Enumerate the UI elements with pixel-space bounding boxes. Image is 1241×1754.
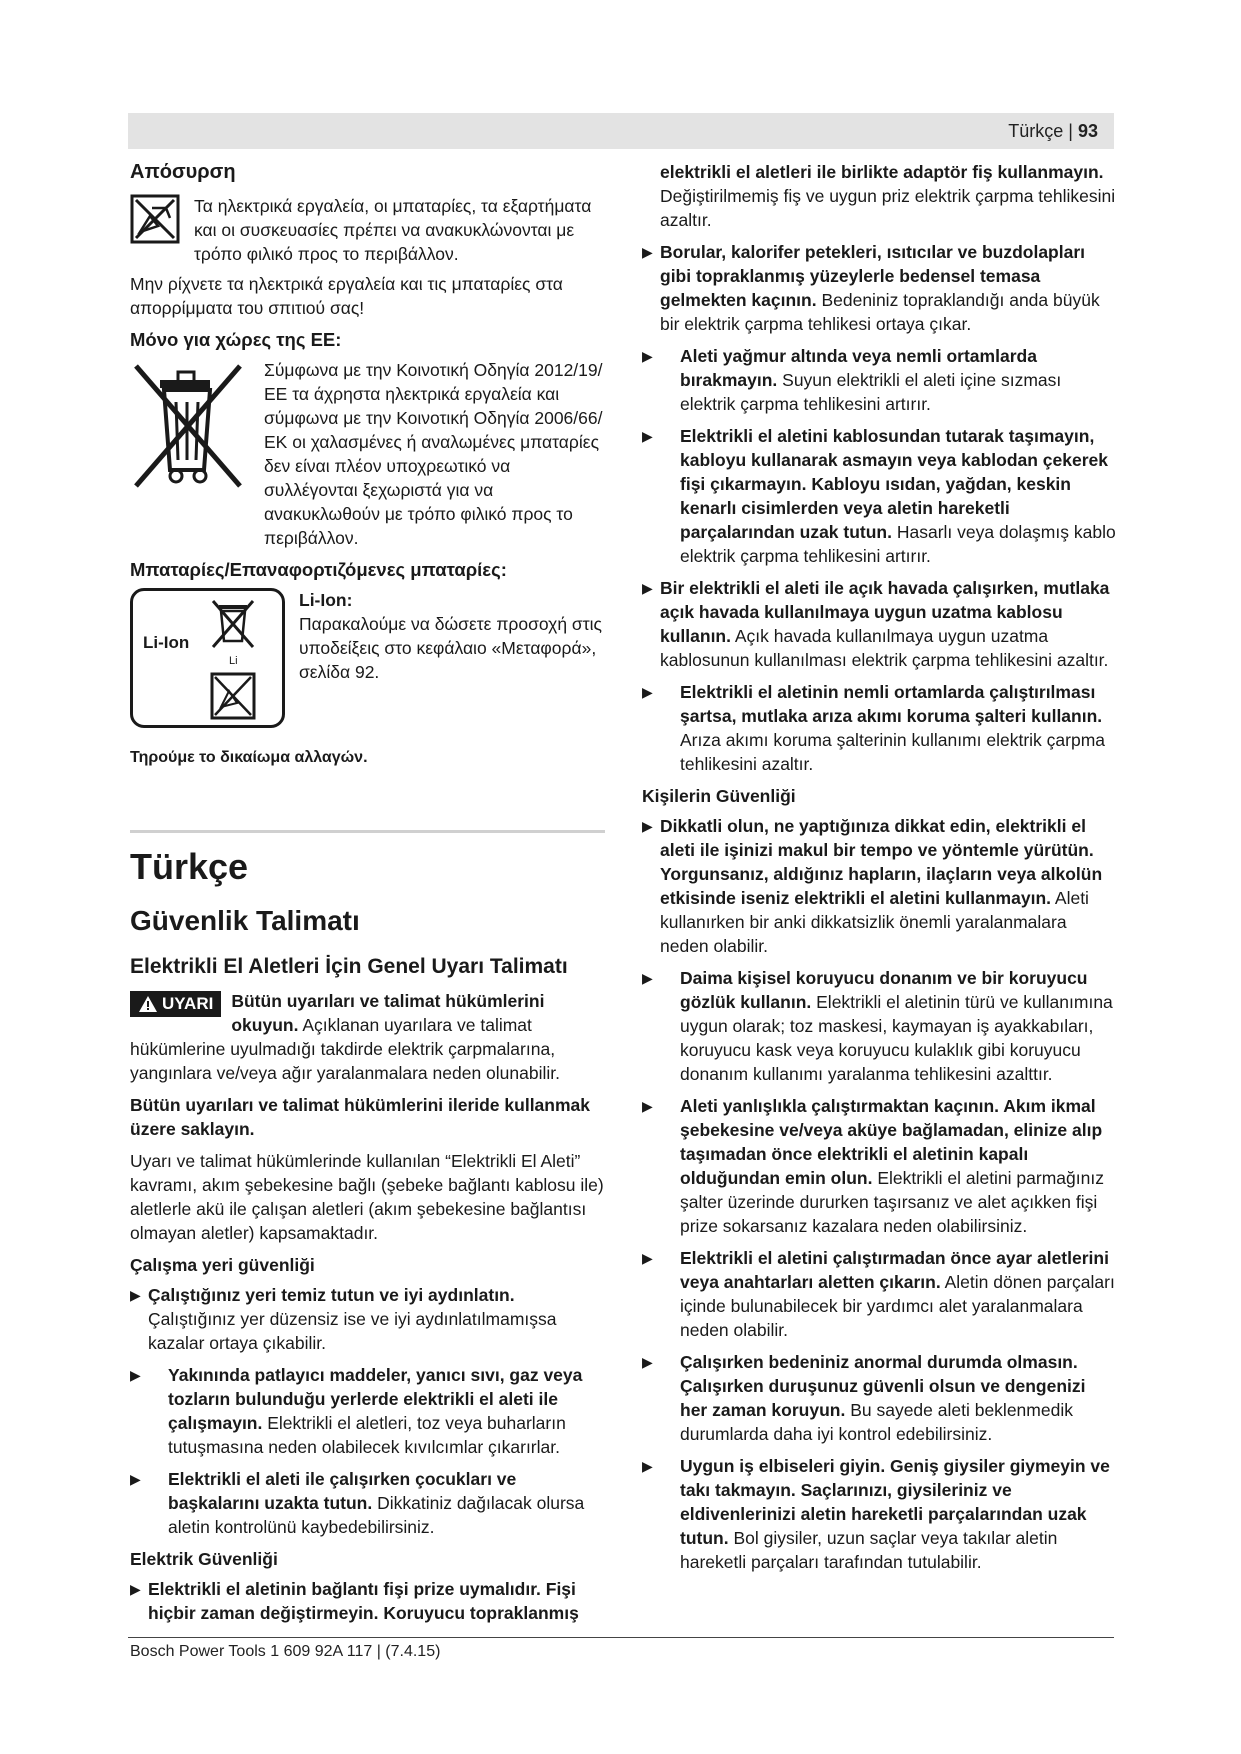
bullet-bold: Elektrikli el aletini çalıştırmadan önce ayar aletlerini veya anahtarları aletten çıkarın.: [680, 1248, 1109, 1292]
bullet-arrow-icon: ▶: [642, 580, 653, 596]
section-divider: [130, 830, 605, 833]
eu-only-title: Μόνο για χώρες της ΕΕ:: [130, 329, 342, 350]
bullet-bold: Çalışırken bedeniniz anormal durumda olmasın. Çalışırken duruşunuz güvenli olsun ve dengenizi her zaman koruyun.: [680, 1352, 1086, 1420]
bullet-arrow-icon: ▶: [642, 818, 653, 834]
bullet-bold: Elektrikli el aletinin nemli ortamlarda çalıştırılması şartsa, mutlaka arıza akımı koruma şalteri kullanın.: [680, 682, 1103, 726]
electrical-list: [642, 240, 1117, 776]
bullet-text: Bu sayede aleti beklenmedik durumlarda daha iyi kontrol edebilirsiniz.: [680, 1400, 1073, 1444]
page-header-text: Türkçe | 93: [1008, 121, 1098, 141]
bullet-bold: elektrikli el aletleri ile birlikte adaptör fiş kullanmayın.: [660, 162, 1104, 182]
work-area-title: Çalışma yeri güvenliği: [130, 1255, 315, 1275]
battery-title: Μπαταρίες/Επαναφορτιζόμενες μπαταρίες:: [130, 559, 507, 580]
bullet-text: Suyun elektrikli el aleti içine sızması elektrik çarpma tehlikesini artırır.: [680, 370, 1062, 414]
warning-block: [130, 989, 605, 1085]
list-item: [642, 1454, 1117, 1574]
list-item: [130, 1577, 605, 1625]
warning-badge-label: UYARI: [162, 994, 214, 1013]
personal-list: [642, 814, 1117, 1574]
left-column: [130, 160, 605, 1633]
list-item: [642, 424, 1117, 568]
warning-bold: Bütün uyarıları ve talimat hükümlerini okuyun.: [231, 991, 545, 1035]
bullet-bold: Dikkatli olun, ne yaptığınıza dikkat edin, elektrikli el aleti ile işinizi makul bir tempo ve yöntemle yürütün. Yorgunsanız, aldığınız hapların, ilaçların veya alkolün etkisinde iseniz elektrikli el aletini kullanmayın.: [660, 816, 1103, 908]
bullet-arrow-icon: ▶: [642, 1098, 653, 1114]
bullet-arrow-icon: ▶: [642, 1458, 653, 1474]
page-number: 93: [1077, 121, 1098, 141]
bullet-bold: Yakınında patlayıcı maddeler, yanıcı sıvı, gaz veya tozların bulunduğu yerlerde elektrikli el aleti ile çalışmayın.: [168, 1365, 583, 1433]
bullet-bold: Elektrikli el aletini kablosundan tutarak taşımayın, kabloyu kullanarak asmayın veya kablodan çekerek fişi çıkarmayın. Kabloyu ısıdan, yağdan, keskin kenarlı cisimlerden veya aletin hareketli parçalarından uzak tutun.: [680, 426, 1109, 542]
bullet-bold: Elektrikli el aleti ile çalışırken çocukları ve başkalarını uzakta tutun.: [168, 1469, 517, 1513]
list-item: [642, 814, 1117, 958]
eu-row: [130, 358, 605, 550]
bullet-text: Değiştirilmemiş fiş ve uygun priz elektrik çarpma tehlikesini azaltır.: [660, 186, 1116, 230]
bullet-text: Elektrikli el aletini parmağınız şalter üzerinde dururken taşırsanız ve alet açıkken fişi prize sokarsanız kazalara neden olabilirsiniz.: [680, 1168, 1104, 1236]
right-column: [642, 160, 1117, 1582]
greek-disposal-title: Απόσυρση: [130, 161, 236, 183]
liion-label: Li-Ion:: [299, 590, 353, 610]
list-item: [642, 344, 1117, 416]
liion-recycle-icon: [209, 671, 257, 727]
liion-bin-icon: [211, 597, 255, 655]
liion-info: [299, 588, 605, 728]
list-item: [642, 1094, 1117, 1238]
general-warnings-title: Elektrikli El Aletleri İçin Genel Uyarı Talimatı: [130, 955, 568, 978]
bullet-arrow-icon: ▶: [130, 1581, 141, 1597]
bullet-bold: Çalıştığınız yeri temiz tutun ve iyi aydınlatın.: [148, 1285, 515, 1305]
disposal-text: Τα ηλεκτρικά εργαλεία, οι μπαταρίες, τα εξαρτήματα και οι συσκευασίες πρέπει να ανακυκλώνονται με τρόπο φιλικό προς το περιβάλλον.: [194, 196, 592, 264]
bullet-bold: Elektrikli el aletinin bağlantı fişi prize uymalıdır. Fişi hiçbir zaman değiştirmeyin. Koruyucu topraklanmış: [148, 1579, 579, 1623]
bullet-text: Hasarlı veya dolaşmış kablo elektrik çarpma tehlikesini artırır.: [680, 522, 1116, 566]
bullet-bold: Daima kişisel koruyucu donanım ve bir koruyucu gözlük kullanın.: [680, 968, 1088, 1012]
bullet-arrow-icon: ▶: [642, 970, 653, 986]
liion-text: Παρακαλούμε να δώσετε προσοχή στις υποδείξεις στο κεφάλαιο «Μεταφορά», σελίδα 92.: [299, 614, 602, 682]
list-item: [642, 680, 1117, 776]
bullet-arrow-icon: ▶: [642, 244, 653, 260]
warning-triangle-icon: [138, 995, 158, 1013]
bullet-arrow-icon: ▶: [642, 1354, 653, 1370]
bullet-text: Elektrikli el aletinin türü ve kullanımına uygun olarak; toz maskesi, kaymayan iş ayakkabıları, koruyucu kask veya koruyucu kulaklık gibi koruyucu donanım kullanımı yaralanma tehlikesini azalttır.: [680, 992, 1113, 1084]
disposal-row: [130, 194, 605, 266]
bullet-arrow-icon: ▶: [642, 428, 653, 444]
list-item: [642, 240, 1117, 336]
list-item: [642, 1246, 1117, 1342]
rights-notice: Τηρούμε το δικαίωμα αλλαγών.: [130, 749, 368, 766]
list-item: [130, 1283, 605, 1355]
eu-directive-text: Σύμφωνα με την Κοινοτική Οδηγία 2012/19/ΕΕ τα άχρηστα ηλεκτρικά εργαλεία και σύμφωνα με την Κοινοτική Οδηγία 2006/66/ΕΚ οι χαλασμένες ή αναλωμένες μπαταρίες δεν είναι πλέον υποχρεωτικό να συλλέγονται ξεχωριστά για να ανακυκλωθούν με τρόπο φιλικό προς το περιβάλλον.: [264, 360, 603, 548]
bullet-arrow-icon: ▶: [642, 348, 653, 364]
safety-title: Güvenlik Talimatı: [130, 905, 360, 936]
page-header: [128, 113, 1114, 149]
list-item-continuation: [642, 160, 1117, 232]
liion-badge-text: Li-Ion: [143, 633, 190, 652]
bullet-arrow-icon: ▶: [642, 1250, 653, 1266]
turkish-title: Türkçe: [130, 846, 249, 887]
household-warning: Μην ρίχνετε τα ηλεκτρικά εργαλεία και τις μπαταρίες στα απορρίμματα του σπιτιού σας!: [130, 274, 563, 318]
list-item: [642, 966, 1117, 1086]
personal-safety-title: Kişilerin Güvenliği: [642, 786, 796, 806]
page-footer: Bosch Power Tools 1 609 92A 117 | (7.4.15): [130, 1643, 441, 1660]
electrical-safety-title: Elektrik Güvenliği: [130, 1549, 278, 1569]
liion-row: [130, 588, 605, 728]
warning-text: Açıklanan uyarılara ve talimat hükümlerine uyulmadığı takdirde elektrik çarpmalarına, yangınlara ve/veya ağır yaralanmalara neden olunabilir.: [130, 1015, 560, 1083]
crossed-bin-icon: [130, 358, 250, 550]
list-item: [642, 1350, 1117, 1446]
header-language: Türkçe: [1008, 121, 1064, 141]
bullet-bold: Uygun iş elbiseleri giyin. Geniş giysiler giymeyin ve takı takmayın. Saçlarınızı, giysileriniz ve eldivenlerinizi aletin hareketli parçalarından uzak tutun.: [680, 1456, 1110, 1548]
term-definition: Uyarı ve talimat hükümlerinde kullanılan “Elektrikli El Aleti” kavramı, akım şebekesine bağlı (şebeke bağlantı kablosu ile) aletlerle akü ile çalışan aletleri (akım şebekesine bağlantısı olmayan aletler) kapsamaktadır.: [130, 1151, 604, 1243]
bullet-arrow-icon: ▶: [642, 684, 653, 700]
bullet-text: Aleti kullanırken bir anki dikkatsizlik önemli yaralanmalara neden olabilir.: [660, 888, 1089, 956]
bullet-arrow-icon: ▶: [130, 1367, 141, 1383]
bullet-text: Dikkatiniz dağılacak olursa aletin kontrolünü kaybedebilirsiniz.: [168, 1493, 585, 1537]
bullet-text: Çalıştığınız yer düzensiz ise ve iyi aydınlatılmamışsa kazalar ortaya çıkabilir.: [148, 1309, 557, 1353]
liion-small-text: Li: [229, 655, 238, 667]
list-item: [130, 1467, 605, 1539]
bullet-bold: Aleti yanlışlıkla çalıştırmaktan kaçının. Akım ikmal şebekesine ve/veya aküye bağlamadan, elinize alıp taşımadan önce elektrikli el aletinin kapalı olduğundan emin olun.: [680, 1096, 1103, 1188]
warning-badge: [130, 991, 221, 1017]
bullet-text: Bol giysiler, uzun saçlar veya takılar aletin hareketli parçaları tarafından tutulabilir.: [680, 1528, 1058, 1572]
liion-symbol: [130, 588, 285, 728]
bullet-arrow-icon: ▶: [130, 1287, 141, 1303]
work-area-list: [130, 1283, 605, 1539]
keep-instructions: Bütün uyarıları ve talimat hükümlerini ileride kullanmak üzere saklayın.: [130, 1095, 590, 1139]
recycle-crossed-icon: [130, 194, 180, 266]
bullet-bold: Bir elektrikli el aleti ile açık havada çalışırken, mutlaka açık havada kullanılmaya uygun uzatma kablosu kullanın.: [660, 578, 1110, 646]
bullet-bold: Borular, kalorifer petekleri, ısıtıcılar ve buzdolapları gibi topraklanmış yüzeylerle bedensel temasa gelmekten kaçının.: [660, 242, 1086, 310]
list-item: [130, 1363, 605, 1459]
bullet-text: Elektrikli el aletleri, toz veya buharların tutuşmasına neden olabilecek kıvılcımlar çıkarırlar.: [168, 1413, 566, 1457]
bullet-text: Açık havada kullanılmaya uygun uzatma kablosunun kullanılması elektrik çarpma tehlikesini azaltır.: [660, 626, 1109, 670]
list-item: [642, 576, 1117, 672]
footer-divider: [128, 1637, 1114, 1638]
bullet-bold: Aleti yağmur altında veya nemli ortamlarda bırakmayın.: [680, 346, 1037, 390]
bullet-text: Arıza akımı koruma şalterinin kullanımı elektrik çarpma tehlikesini azaltır.: [680, 730, 1105, 774]
bullet-text: Aletin dönen parçaları içinde bulunabilecek bir yardımcı alet yaralanmalara neden olabilir.: [680, 1272, 1115, 1340]
bullet-arrow-icon: ▶: [130, 1471, 141, 1487]
bullet-text: Bedeniniz topraklandığı anda büyük bir elektrik çarpma tehlikesi ortaya çıkar.: [660, 290, 1100, 334]
